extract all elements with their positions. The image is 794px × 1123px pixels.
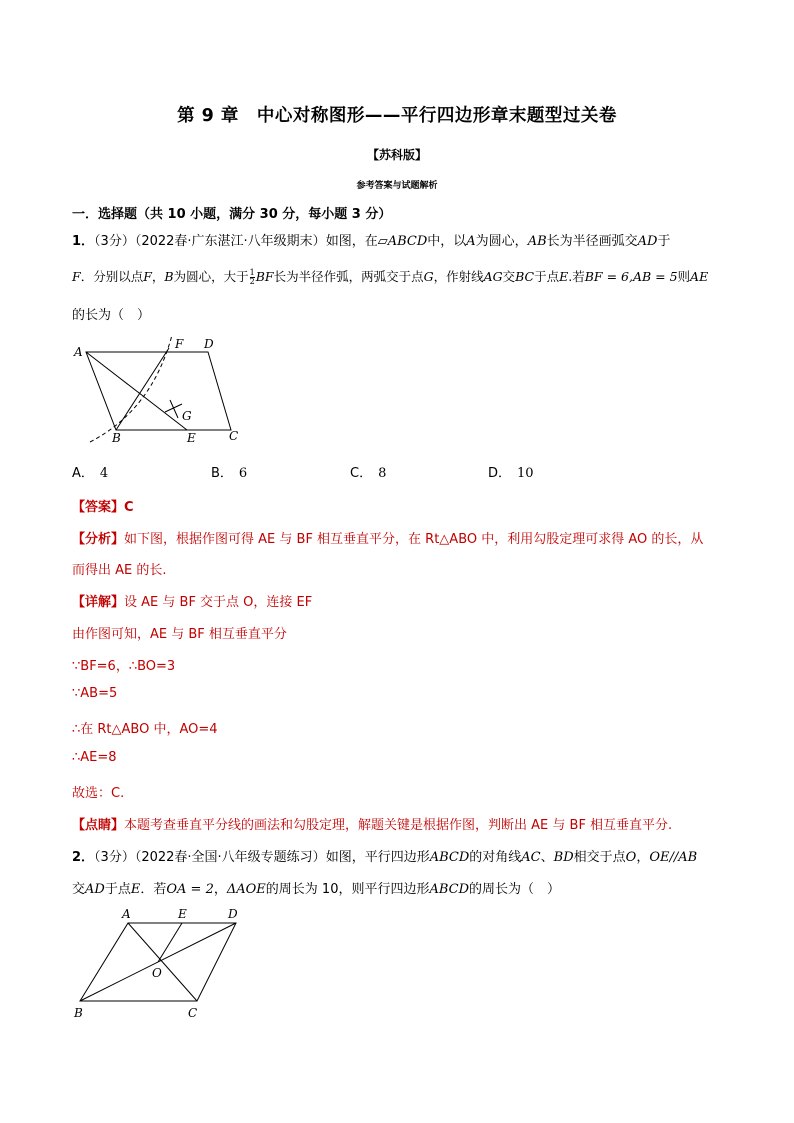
q1-arc [90,335,172,442]
q1-step-2: ∵BF=6，∴BO=3 [72,659,176,674]
q2-figure [70,905,250,1025]
q2-line-1: 2．（3分）（2022春·全国·八年级专题练习）如图，平行四边形ABCD的对角线AC、BD相交于点O，OE//AB [72,850,698,865]
q1-step-4: ∴在 Rt△ABO 中，AO=4 [72,722,218,737]
q1-answer: 【答案】C [72,500,134,515]
q1-step-3: ∵AB=5 [72,686,118,701]
q1-option-a: A． 4 [72,466,109,481]
fraction-half: $\frac{1}{2}$ [249,268,255,286]
q1-label-d: D [204,337,214,351]
section-heading: 一．选择题（共 10 小题，满分 30 分，每小题 3 分） [72,207,392,222]
q2-label-b: B [74,1006,83,1020]
q1-number: 1． [72,234,95,249]
q1-option-b: B． 6 [211,466,248,481]
q1-option-c: C． 8 [350,466,387,481]
edition-label: 【苏科版】 [366,148,427,162]
q1-label-e: E [187,431,196,445]
q2-line-2: 交AD于点E．若OA = 2，ΔAOE的周长为 10，则平行四边形ABCD的周长为（ ） [72,882,561,897]
q1-detail-line: 【详解】设 AE 与 BF 交于点 O，连接 EF [72,595,313,610]
q2-label-a: A [122,907,131,921]
document-title: 第 9 章 中心对称图形——平行四边形章末题型过关卷 [177,106,617,126]
q1-comment: 【点睛】本题考查垂直平分线的画法和勾股定理，解题关键是根据作图，判断出 AE 与 BF 相互垂直平分. [72,818,673,833]
q2-label-c: C [188,1006,198,1020]
q1-step-5: ∴AE=8 [72,750,117,765]
q1-label-b: B [112,431,121,445]
q1-analysis-line-1: 【分析】如下图，根据作图可得 AE 与 BF 相互垂直平分，在 Rt△ABO 中，利用勾股定理可求得 AO 的长，从 [72,532,704,547]
q2-label-e: E [178,907,187,921]
q1-option-d: D． 10 [488,466,534,481]
q1-step-1: 由作图可知，AE 与 BF 相互垂直平分 [72,627,287,642]
q1-label-g: G [182,409,192,423]
q1-line-1: 1．（3分）（2022春·广东湛江·八年级期末）如图，在▱ABCD中，以A为圆心，AB长为半径画弧交AD于 [72,234,671,249]
q1-step-6: 故选：C. [72,786,125,801]
q1-line-2: F．分别以点F，B为圆心，大于 $\frac{1}{2}$ BF长为半径作弧，两弧交于点G，作射线AG交BC于点E.若BF = 6,AB = 5则AE [72,268,709,286]
q1-figure [72,330,252,450]
q2-label-d: D [228,907,238,921]
q1-label-c: C [229,429,239,443]
q1-label-a: A [74,345,83,359]
q2-number: 2． [72,850,95,865]
q1-segment-bf [116,348,169,430]
document-subtitle: 参考答案与试题解析 [356,181,438,191]
q1-line-3: 的长为（ ） [72,308,151,323]
q1-label-f: F [175,337,184,351]
q1-analysis-line-2: 而得出 AE 的长. [72,563,167,578]
q2-diagonal-ac [128,923,197,1001]
q2-label-o: O [152,966,162,980]
